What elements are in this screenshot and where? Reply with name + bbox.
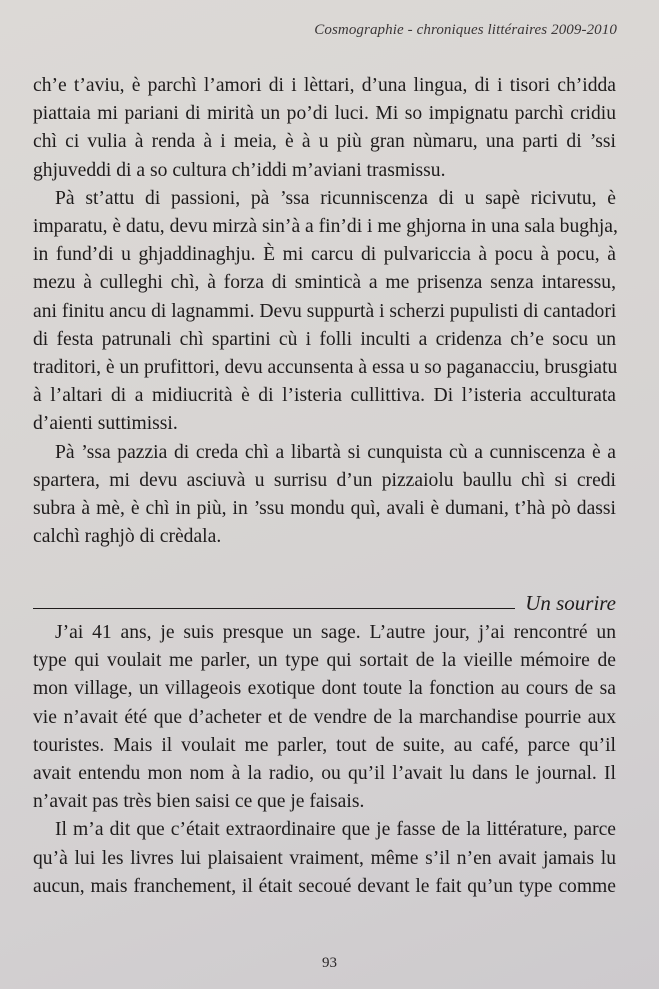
text-line: in fund’di u ghjaddinaghju. È mi carcu di pulvariccia à pocu à pocu, à bbox=[33, 244, 616, 266]
section-rule-divider bbox=[33, 608, 515, 609]
paragraph bbox=[33, 619, 616, 816]
text-line: mon village, un villageois exotique dont toute la fonction au cours de sa bbox=[33, 678, 616, 700]
text-line: Pà ’ssa pazzia di creda chì a libartà si cunquista cù a cunniscenza è a bbox=[55, 441, 616, 463]
text-line: à l’altari di a midiucrità è di l’isteria cullittiva. Di l’isteria acculturata bbox=[33, 385, 616, 407]
paragraph bbox=[33, 185, 616, 439]
paragraph bbox=[33, 816, 616, 901]
text-line: traditori, è un prufittori, devu accunsenta à essa u so paganacciu, brusgiatu bbox=[33, 357, 618, 379]
text-line: aucun, mais franchement, il était secoué devant le fait qu’un type comme bbox=[33, 875, 616, 897]
text-line: ghjuveddi di a so cultura ch’iddi m’aviani trasmissu. bbox=[33, 159, 446, 181]
text-line: J’ai 41 ans, je suis presque un sage. L’autre jour, j’ai rencontré un bbox=[55, 622, 616, 643]
text-line: vie n’avait été que d’acheter et de vendre de la marchandise pourrie aux bbox=[33, 706, 616, 728]
french-text-block bbox=[33, 619, 616, 901]
paragraph bbox=[33, 439, 616, 552]
text-line: touristes. Mais il voulait me parler, tout de suite, au café, parce qu’il bbox=[33, 734, 616, 756]
text-line: type qui voulait me parler, un type qui sortait de la vieille mémoire de bbox=[33, 650, 616, 672]
text-line: subra à mè, è chì in più, in ’ssu mondu quì, avali è dumani, t’hà pò dassi bbox=[33, 498, 616, 520]
text-line: di festa patrunali chì spartini cù i folli inculti a cridenza ch’e socu un bbox=[33, 328, 616, 350]
section-heading bbox=[33, 585, 616, 615]
text-line: mezu à culleghi chì, à forza di sminticà a me prisenza senza intaressu, bbox=[33, 272, 616, 294]
page-number: 93 bbox=[322, 955, 337, 971]
paragraph bbox=[33, 72, 616, 185]
running-head-title: Cosmographie - chroniques littéraires 2009-2010 bbox=[314, 22, 617, 38]
text-line: piattaia mi pariani di mirità un po’di luci. Mi so impignatu parchì cridiu bbox=[33, 103, 616, 125]
text-line: avait entendu mon nom à la radio, ou qu’il l’avait lu dans le journal. Il bbox=[33, 763, 616, 785]
text-line: Il m’a dit que c’était extraordinaire que je fasse de la littérature, parce bbox=[55, 819, 616, 841]
corsican-text-block bbox=[33, 72, 616, 551]
text-line: calchì raghjò di crèdala. bbox=[33, 526, 222, 548]
text-line: n’avait pas très bien saisi ce que je faisais. bbox=[33, 791, 365, 813]
text-line: ch’e t’aviu, è parchì l’amori di i lèttari, d’una lingua, di i tisori ch’idda bbox=[33, 75, 616, 96]
text-line: spartera, mi devu asciuvà u surrisu d’un pizzaiolu baullu chì si credi bbox=[33, 469, 616, 491]
text-line: imparatu, è datu, devu mirzà sin’à a fin’di i me ghjorna in una sala bughja, bbox=[33, 216, 618, 238]
text-line: Pà st’attu di passioni, pà ’ssa ricunniscenza di u sapè ricivutu, è bbox=[55, 187, 616, 209]
text-line: ani finitu ancu di lagnammi. Devu suppurtà i scherzi pupulisti di cantadori bbox=[33, 300, 617, 322]
text-line: qu’à lui les livres lui plaisaient vraiment, même s’il n’en avait jamais lu bbox=[33, 847, 616, 869]
section-title: Un sourire bbox=[525, 591, 616, 615]
text-line: d’aienti suttimissi. bbox=[33, 413, 178, 435]
text-line: chì ci vulia à renda à i meia, è à u più gran nùmaru, una parti di ’ssi bbox=[33, 131, 616, 153]
